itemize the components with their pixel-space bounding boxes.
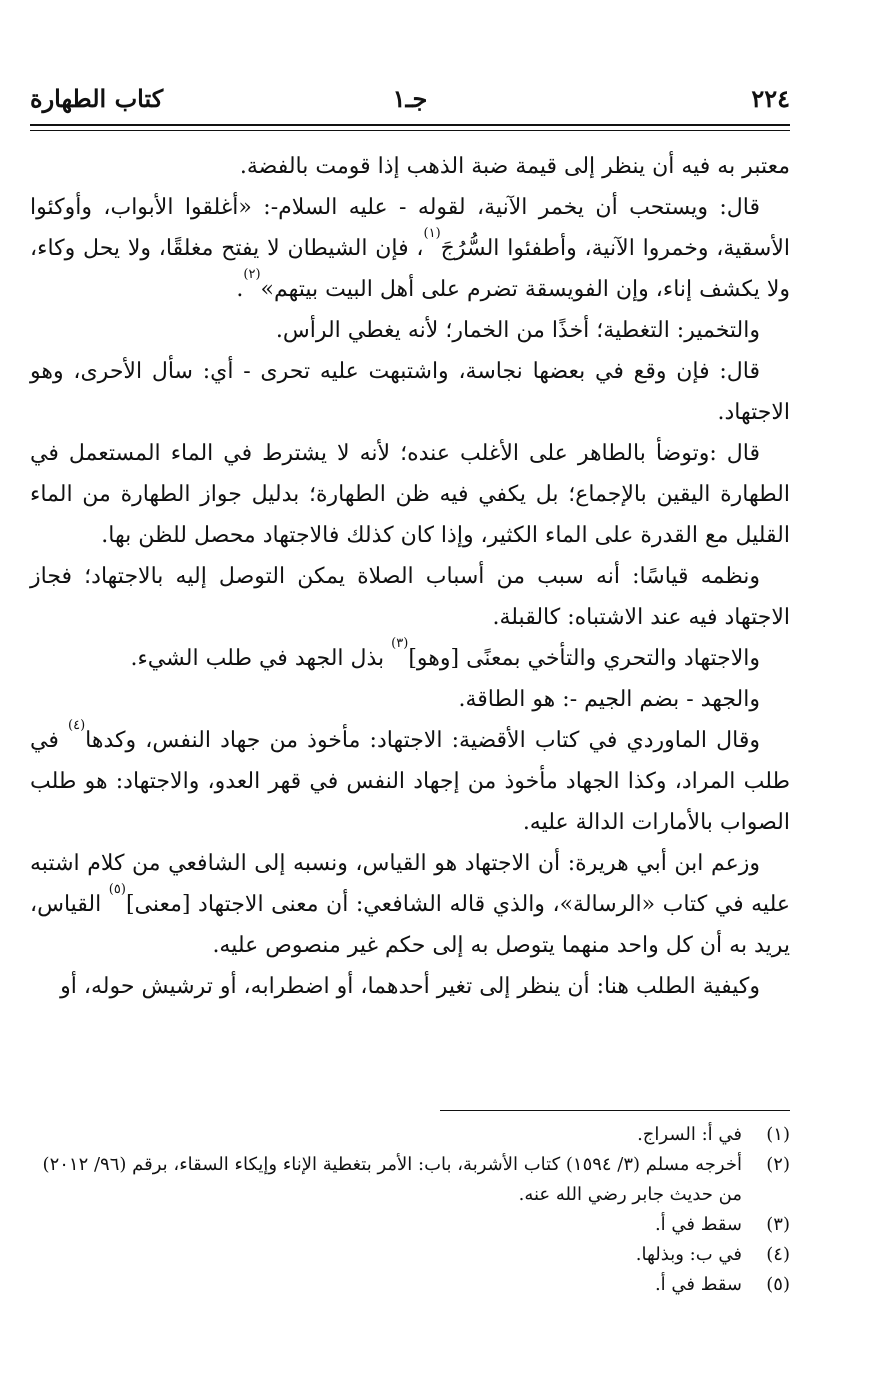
paragraph-text: قال: فإن وقع في بعضها نجاسة، واشتبهت عليه تحرى - أي: سأل الأحرى، وهو الاجتهاد.: [30, 359, 790, 425]
paragraph: [30, 720, 790, 843]
paragraph-text: وكيفية الطلب هنا: أن ينظر إلى تغير أحدهما، أو اضطرابه، أو ترشيش حوله، أو: [60, 974, 760, 999]
footnote-ref[interactable]: (٢): [243, 267, 261, 282]
paragraph: [30, 556, 790, 638]
running-title: كتاب الطهارة: [30, 84, 164, 113]
footnote-ref[interactable]: (٥): [108, 882, 126, 897]
page-header: [30, 84, 790, 124]
paragraph-text: وزعم ابن أبي هريرة: أن الاجتهاد هو القياس، ونسبه إلى الشافعي من كلام اشتبه عليه في كتاب «الرسالة»، والذي قاله الشافعي: أن معنى الاجتهاد [معنى]: [30, 851, 790, 917]
paragraph: [30, 310, 790, 351]
footnote-text: في ب: وبذلها.: [635, 1244, 742, 1265]
header-rule-thin: [30, 130, 790, 131]
footnote-separator: [440, 1110, 790, 1111]
paragraph-text: معتبر به فيه أن ينظر إلى قيمة ضبة الذهب إذا قومت بالفضة.: [239, 154, 790, 179]
footnote-number: (٥): [766, 1274, 790, 1295]
paragraph-text: ، فإن الشيطان لا يفتح مغلقًا، ولا يحل وكاء، ولا يكشف إناء، وإن الفويسقة تضرم على أهل البيت بيتهم»: [30, 236, 790, 302]
footnote: [30, 1210, 790, 1240]
header-rule: [30, 124, 790, 126]
paragraph-text: ونظمه قياسًا: أنه سبب من أسباب الصلاة يمكن التوصل إليه بالاجتهاد؛ فجاز الاجتهاد فيه عند الاشتباه: كالقبلة.: [30, 564, 790, 630]
footnote-ref[interactable]: (١): [423, 226, 441, 241]
footnotes: [30, 1120, 790, 1300]
paragraph: [30, 679, 790, 720]
footnote-number: (٢): [766, 1154, 790, 1175]
paragraph: [30, 638, 790, 679]
footnote-number: (٣): [766, 1214, 790, 1235]
footnote: [30, 1150, 790, 1210]
footnote-text: في أ: السراج.: [637, 1124, 742, 1145]
paragraph: [30, 843, 790, 966]
footnote-text: سقط في أ.: [654, 1214, 742, 1235]
paragraph-text: بذل الجهد في طلب الشيء.: [130, 646, 392, 671]
volume-label: جـ١: [392, 84, 428, 113]
footnote-number: (٤): [766, 1244, 790, 1265]
paragraph-text: في طلب المراد، وكذا الجهاد مأخوذ من إجهاد النفس في قهر العدو، والاجتهاد: هو طلب الصواب بالأمارات الدالة عليه.: [30, 728, 790, 835]
paragraph-text: والجهد - بضم الجيم -: هو الطاقة.: [458, 687, 760, 712]
paragraph-text: وقال الماوردي في كتاب الأقضية: الاجتهاد: مأخوذ من جهاد النفس، وكدها: [85, 728, 760, 753]
footnote-ref[interactable]: (٤): [68, 718, 86, 733]
paragraph-text: قال: ويستحب أن يخمر الآنية، لقوله - عليه السلام-: «أغلقوا الأبواب، وأوكئوا الأسقية، وخمروا الآنية، وأطفئوا السُّرُجَ: [30, 195, 790, 261]
paragraph: [30, 146, 790, 187]
paragraph: [30, 433, 790, 556]
page-number: ٢٢٤: [751, 84, 790, 113]
paragraph-text: قال :وتوضأ بالطاهر على الأغلب عنده؛ لأنه لا يشترط في الماء المستعمل في الطهارة اليقين بالإجماع؛ بل يكفي فيه ظن الطهارة؛ بدليل جواز الطهارة من الماء القليل مع القدرة على الماء الكثير، وإذا كان كذلك فالاجتهاد محصل للظن بها.: [30, 441, 790, 548]
paragraph-text: والتخمير: التغطية؛ أخذًا من الخمار؛ لأنه يغطي الرأس.: [275, 318, 760, 343]
footnote-number: (١): [766, 1124, 790, 1145]
footnote: [30, 1120, 790, 1150]
footnote-ref[interactable]: (٣): [391, 636, 409, 651]
footnote: [30, 1270, 790, 1300]
paragraph: [30, 187, 790, 310]
paragraph-text: .: [236, 277, 244, 302]
paragraph: [30, 351, 790, 433]
paragraph-text: القياس، يريد به أن كل واحد منهما يتوصل به إلى حكم غير منصوص عليه.: [30, 892, 790, 958]
footnote: [30, 1240, 790, 1270]
footnote-text: سقط في أ.: [654, 1274, 742, 1295]
paragraph-text: والاجتهاد والتحري والتأخي بمعنًى [وهو]: [408, 646, 760, 671]
main-text: [30, 146, 790, 1007]
paragraph: [30, 966, 790, 1007]
footnote-text: أخرجه مسلم (٣/ ١٥٩٤) كتاب الأشربة، باب: الأمر بتغطية الإناء وإيكاء السقاء، برقم (٩٦/ ٢٠١٢) من حديث جابر رضي الله عنه.: [42, 1154, 742, 1205]
